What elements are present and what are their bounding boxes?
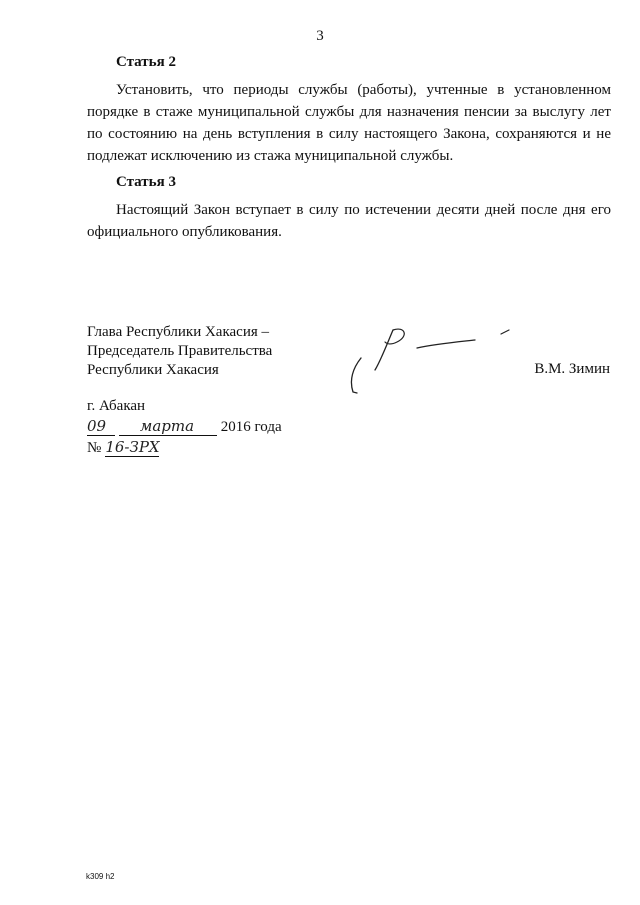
article-2-heading: Статья 2 — [116, 54, 176, 70]
article-3-heading: Статья 3 — [116, 174, 176, 190]
number-prefix: № — [87, 440, 102, 456]
signatory-line-2: Председатель Правительства — [87, 343, 273, 359]
article-2-text: Установить, что периоды службы (работы), учтенные в установленном порядке в стаже муниципальной службы для назначения пенсии за выслугу лет по состоянию на день вступления в силу настоящего Закона, сохраняются и не подлежат исключению из стажа муниципальной службы. — [87, 82, 611, 164]
handwritten-number: 16-ЗРХ — [105, 438, 160, 456]
signatory-line-3: Республики Хакасия — [87, 362, 219, 378]
footer-code: k309 h2 — [86, 872, 115, 881]
handwritten-day: 09 — [87, 418, 115, 436]
signatory-title — [87, 323, 272, 380]
date-line — [87, 417, 282, 438]
page-number: 3 — [316, 28, 324, 44]
number-line — [87, 438, 282, 459]
signatory-line-1: Глава Республики Хакасия – — [87, 324, 270, 340]
signer-name: В.М. Зимин — [534, 361, 610, 377]
year-text: 2016 года — [220, 419, 282, 435]
handwritten-signature — [335, 322, 525, 402]
article-3-text: Настоящий Закон вступает в силу по истечении десяти дней после дня его официального опубликования. — [87, 202, 611, 240]
handwritten-month: марта — [119, 418, 217, 436]
place-and-date — [87, 396, 282, 459]
city: г. Абакан — [87, 398, 146, 414]
